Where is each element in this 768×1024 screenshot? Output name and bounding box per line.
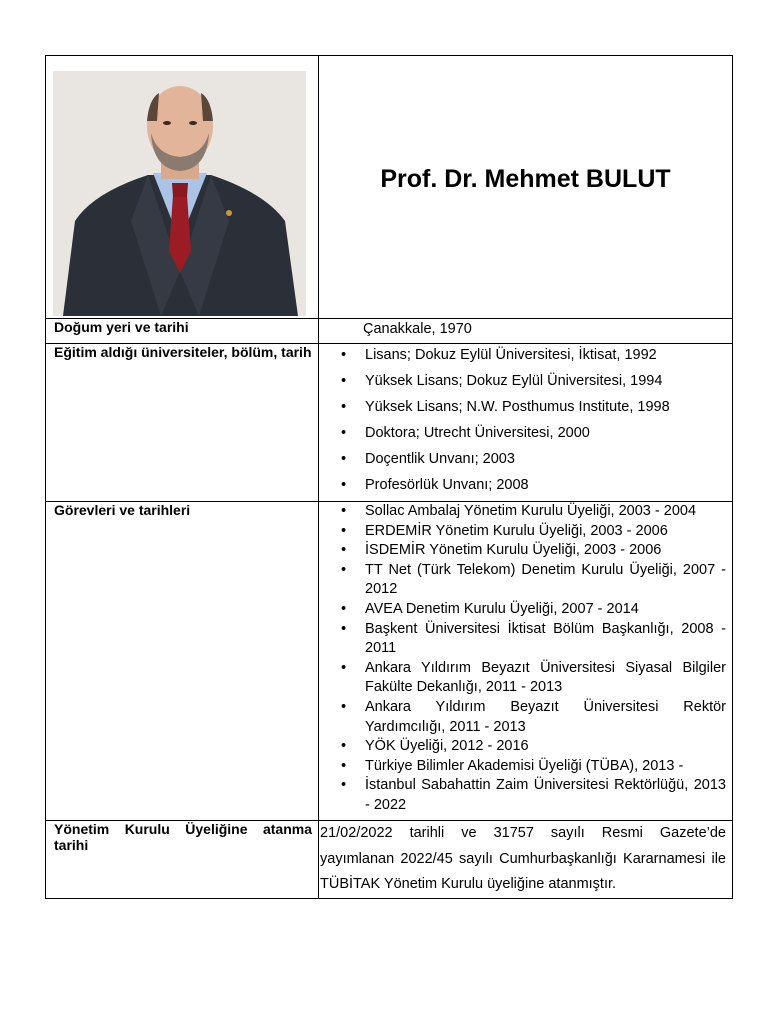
list-item: • AVEA Denetim Kurulu Üyeliği, 2007 - 2014 (319, 600, 732, 620)
list-item: • İSDEMİR Yönetim Kurulu Üyeliği, 2003 - 2006 (319, 541, 732, 561)
list-item: • Ankara Yıldırım Beyazıt Üniversitesi Siyasal Bilgiler Fakülte Dekanlığı, 2011 - 2013 (319, 659, 732, 698)
portrait-photo (53, 71, 306, 316)
header-row (46, 56, 733, 319)
list-item: • Türkiye Bilimler Akademisi Üyeliği (TÜBA), 2013 - (319, 757, 732, 777)
list-item: • Başkent Üniversitesi İktisat Bölüm Başkanlığı, 2008 - 2011 (319, 620, 732, 659)
list-item: • Sollac Ambalaj Yönetim Kurulu Üyeliği, 2003 - 2004 (319, 502, 732, 522)
birth-value: Çanakkale, 1970 (363, 321, 472, 337)
education-row (46, 344, 733, 502)
education-label: Eğitim aldığı üniversiteler, bölüm, tarih (54, 344, 312, 360)
list-item: • Yüksek Lisans; Dokuz Eylül Üniversitesi, 1994 (319, 371, 732, 391)
photo-cell (46, 56, 319, 319)
list-item: • Profesörlük Unvanı; 2008 (319, 475, 732, 495)
birth-row (46, 319, 733, 344)
list-item: • Yüksek Lisans; N.W. Posthumus Institute, 1998 (319, 397, 732, 417)
appointment-label: Yönetim Kurulu Üyeliğine atanma tarihi (54, 821, 312, 853)
name-cell (319, 56, 733, 319)
duties-row (46, 502, 733, 821)
list-item: • İstanbul Sabahattin Zaim Üniversitesi Rektörlüğü, 2013 - 2022 (319, 776, 732, 815)
cv-table (45, 55, 733, 899)
education-list (319, 344, 732, 495)
list-item: • Ankara Yıldırım Beyazıt Üniversitesi Rektör Yardımcılığı, 2011 - 2013 (319, 698, 732, 737)
list-item: • Doçentlik Unvanı; 2003 (319, 449, 732, 469)
appointment-value: 21/02/2022 tarihli ve 31757 sayılı Resmi Gazete’de yayımlanan 2022/45 sayılı Cumhurbaşkanlığı Kararnamesi ile TÜBİTAK Yönetim Kurulu üyeliğine atanmıştır. (320, 825, 726, 892)
duties-list (319, 502, 732, 816)
list-item: • Lisans; Dokuz Eylül Üniversitesi, İktisat, 1992 (319, 345, 732, 365)
list-item: • YÖK Üyeliği, 2012 - 2016 (319, 737, 732, 757)
birth-label: Doğum yeri ve tarihi (54, 319, 189, 335)
appointment-row (46, 821, 733, 899)
list-item: • ERDEMİR Yönetim Kurulu Üyeliği, 2003 - 2006 (319, 522, 732, 542)
list-item: • TT Net (Türk Telekom) Denetim Kurulu Üyeliği, 2007 - 2012 (319, 561, 732, 600)
duties-label: Görevleri ve tarihleri (54, 502, 191, 518)
list-item: • Doktora; Utrecht Üniversitesi, 2000 (319, 423, 732, 443)
person-name: Prof. Dr. Mehmet BULUT (380, 164, 671, 193)
